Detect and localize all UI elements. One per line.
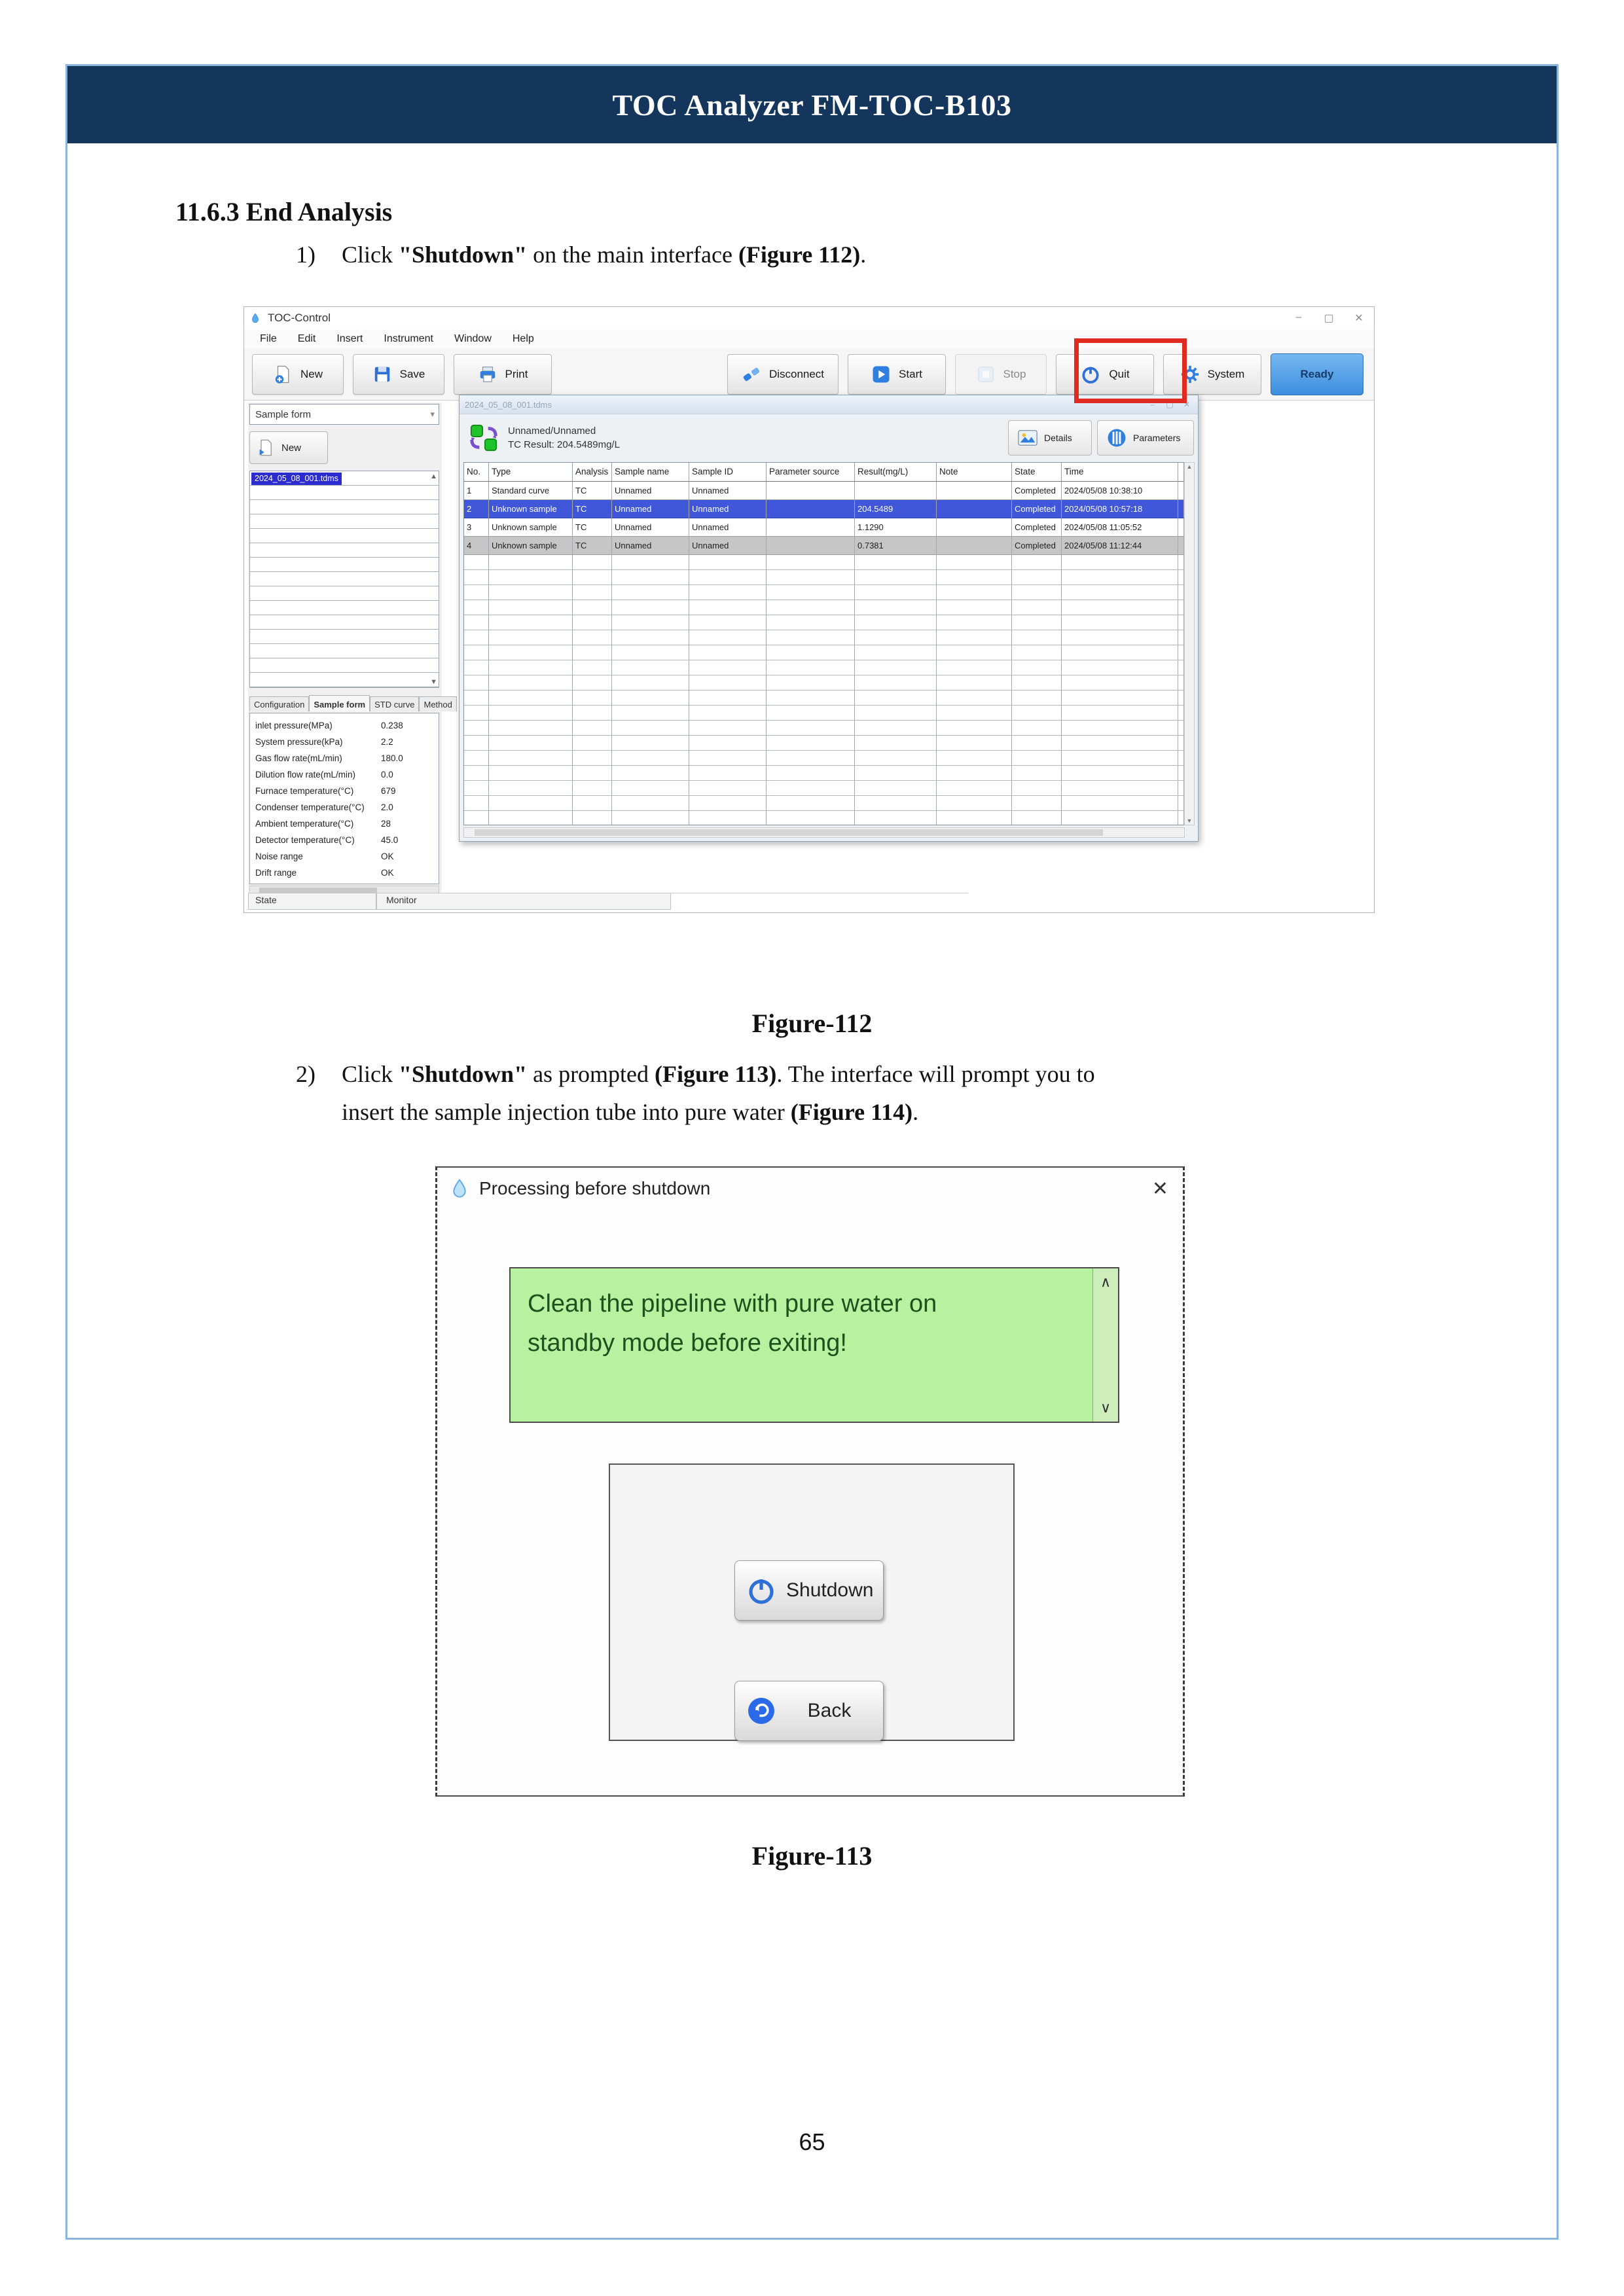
selected-file-item[interactable]: 2024_05_08_001.tdms	[251, 473, 342, 485]
print-button[interactable]: Print	[454, 354, 552, 395]
status-tabs	[248, 893, 968, 910]
message-scrollbar[interactable]	[1092, 1268, 1118, 1422]
table-cell	[937, 537, 1012, 555]
table-cell: Unnamed	[612, 500, 689, 518]
table-row-empty	[464, 766, 1184, 781]
table-cell	[937, 482, 1012, 500]
table-cell: 2024/05/08 10:38:10	[1062, 482, 1178, 500]
system-button[interactable]: System	[1163, 354, 1261, 395]
table-cell-filler	[1178, 500, 1184, 518]
quit-highlight-red-box	[1074, 338, 1187, 403]
param-label: Drift range	[255, 868, 297, 878]
param-row	[250, 865, 439, 881]
param-value: 2.2	[381, 737, 393, 747]
table-cell: 2	[464, 500, 489, 518]
table-cell: Unnamed	[689, 537, 767, 555]
table-cell: Unknown sample	[489, 518, 573, 537]
table-cell: Unnamed	[689, 482, 767, 500]
table-cell: Completed	[1012, 518, 1062, 537]
table-vertical-scrollbar[interactable]	[1184, 462, 1195, 825]
save-button[interactable]: Save	[353, 354, 444, 395]
param-row	[250, 750, 439, 766]
param-label: System pressure(kPa)	[255, 737, 343, 747]
param-label: Condenser temperature(°C)	[255, 802, 365, 812]
table-cell: 2024/05/08 11:05:52	[1062, 518, 1178, 537]
param-row	[250, 734, 439, 750]
tab-monitor[interactable]: Monitor	[376, 893, 671, 910]
table-cell-filler	[1178, 482, 1184, 500]
scroll-down-icon[interactable]: ∨	[1100, 1399, 1111, 1416]
param-label: Furnace temperature(°C)	[255, 786, 354, 796]
doc-maximize-icon[interactable]: ▢	[1166, 400, 1174, 409]
col-state[interactable]: State	[1012, 463, 1062, 482]
sidebar	[248, 403, 452, 897]
sample-label: Unnamed/Unnamed	[508, 425, 596, 437]
table-cell: 2024/05/08 10:57:18	[1062, 500, 1178, 518]
document-header	[460, 414, 1198, 462]
table-cell: Completed	[1012, 482, 1062, 500]
sidebar-new-button[interactable]: New	[249, 431, 328, 464]
col-sample-id[interactable]: Sample ID	[689, 463, 767, 482]
param-row	[250, 832, 439, 848]
app-titlebar	[244, 307, 1374, 330]
menu-edit[interactable]: Edit	[297, 333, 316, 344]
table-row[interactable]	[464, 482, 1184, 500]
table-cell: 204.5489	[855, 500, 937, 518]
param-label: Ambient temperature(°C)	[255, 819, 354, 829]
table-row[interactable]	[464, 500, 1184, 518]
table-row-empty	[464, 660, 1184, 675]
tab-sample-form[interactable]: Sample form	[309, 695, 370, 711]
param-label: Gas flow rate(mL/min)	[255, 753, 342, 763]
section-heading: 11.6.3 End Analysis	[175, 197, 393, 226]
col-result-mg-l[interactable]: Result(mg/L)	[855, 463, 937, 482]
close-icon[interactable]: ✕	[1151, 1177, 1168, 1200]
table-row-empty	[464, 675, 1184, 691]
disconnect-plug-icon	[742, 365, 761, 384]
minimize-icon[interactable]: –	[1295, 312, 1302, 323]
doc-minimize-icon[interactable]: –	[1150, 400, 1155, 409]
param-value: 0.0	[381, 770, 393, 780]
parameters-button[interactable]: Parameters	[1097, 420, 1194, 456]
doc-close-icon[interactable]: ✕	[1183, 400, 1191, 409]
table-row-empty	[464, 811, 1184, 825]
param-row	[250, 799, 439, 816]
page-header	[67, 66, 1557, 143]
new-document-icon	[273, 365, 293, 384]
table-cell: 4	[464, 537, 489, 555]
sample-form-selector[interactable]: Sample form ▾	[249, 404, 439, 425]
stop-button: Stop	[955, 354, 1047, 395]
dialog-title: Processing before shutdown	[479, 1178, 711, 1198]
param-row	[250, 717, 439, 734]
result-document-window	[459, 395, 1199, 842]
droplet-icon	[449, 1178, 470, 1199]
tab-method[interactable]: Method	[419, 696, 456, 711]
tab-configuration[interactable]: Configuration	[249, 696, 309, 711]
param-value: OK	[381, 868, 394, 878]
param-row	[250, 848, 439, 865]
table-cell: Unnamed	[612, 482, 689, 500]
table-cell	[767, 518, 855, 537]
table-cell: Unknown sample	[489, 537, 573, 555]
param-value: 0.238	[381, 721, 403, 730]
figure-112-screenshot	[244, 306, 1375, 913]
sample-file-list[interactable]	[249, 471, 439, 688]
figure-113-caption: Figure-113	[751, 1841, 873, 1871]
table-row-empty	[464, 721, 1184, 736]
table-cell: 2024/05/08 11:12:44	[1062, 537, 1178, 555]
scroll-down-icon[interactable]: ▼	[1186, 817, 1193, 824]
table-row-empty	[464, 645, 1184, 660]
new-form-icon	[257, 439, 275, 457]
tab-state[interactable]: State	[248, 893, 376, 910]
param-value: 28	[381, 819, 391, 829]
table-row-empty	[464, 736, 1184, 751]
app-window-title: TOC-Control	[268, 312, 331, 324]
table-row-empty	[464, 585, 1184, 600]
menu-file[interactable]: File	[260, 333, 277, 344]
details-chart-icon	[1017, 427, 1039, 449]
maximize-icon[interactable]: ▢	[1324, 313, 1334, 324]
start-button[interactable]: Start	[848, 354, 946, 395]
scroll-up-icon[interactable]: ▲	[430, 473, 437, 480]
col-no[interactable]: No.	[464, 463, 489, 482]
table-row-empty	[464, 555, 1184, 570]
scrollbar-thumb[interactable]	[475, 829, 1103, 836]
menu-instrument[interactable]: Instrument	[384, 333, 433, 344]
shutdown-message: Clean the pipeline with pure water on standby mode before exiting!	[528, 1290, 937, 1357]
col-parameter-source[interactable]: Parameter source	[767, 463, 855, 482]
quit-button[interactable]: Quit	[1056, 354, 1154, 395]
table-row-empty	[464, 781, 1184, 796]
param-row	[250, 783, 439, 799]
start-play-icon	[871, 365, 891, 384]
table-cell: TC	[573, 482, 612, 500]
col-type[interactable]: Type	[489, 463, 573, 482]
save-floppy-icon	[372, 365, 392, 384]
chevron-down-icon: ▾	[430, 409, 435, 419]
table-cell-filler	[1178, 518, 1184, 537]
figure-113-dialog	[435, 1166, 1185, 1797]
table-cell: TC	[573, 537, 612, 555]
table-row-empty	[464, 691, 1184, 706]
table-cell: TC	[573, 518, 612, 537]
table-cell: 3	[464, 518, 489, 537]
app-droplet-icon	[249, 312, 261, 324]
table-cell	[767, 537, 855, 555]
table-row-empty	[464, 570, 1184, 585]
param-row	[250, 766, 439, 783]
table-row-empty	[464, 615, 1184, 630]
table-cell: Unnamed	[612, 518, 689, 537]
table-cell: TC	[573, 500, 612, 518]
table-cell: Unnamed	[612, 537, 689, 555]
dialog-button-panel	[609, 1463, 1015, 1741]
page-number: 65	[799, 2128, 825, 2155]
scroll-up-icon[interactable]: ▲	[1186, 463, 1193, 470]
printer-icon	[478, 365, 497, 384]
scroll-up-icon[interactable]: ∧	[1100, 1274, 1111, 1290]
power-icon	[746, 1575, 777, 1606]
results-table	[463, 462, 1185, 825]
table-row-empty	[464, 600, 1184, 615]
status-ready-button[interactable]: Ready	[1271, 353, 1363, 395]
col-sample-name[interactable]: Sample name	[612, 463, 689, 482]
param-label: inlet pressure(MPa)	[255, 721, 333, 730]
param-value: 45.0	[381, 835, 399, 845]
col-filler	[1178, 463, 1184, 482]
app-toolbar	[244, 349, 1374, 401]
figure-112-caption: Figure-112	[751, 1009, 873, 1038]
scroll-down-icon[interactable]: ▼	[430, 678, 437, 686]
table-cell: 1	[464, 482, 489, 500]
menu-window[interactable]: Window	[454, 333, 492, 344]
step-2: 2) Click "Shutdown" as prompted (Figure 113). The interface will prompt you to insert the sample injection tube into pure water (Figure 114).	[296, 1055, 1095, 1131]
back-button[interactable]: Back	[734, 1681, 884, 1741]
table-cell	[855, 482, 937, 500]
stop-square-icon	[976, 365, 996, 384]
step-1-number: 1)	[296, 242, 316, 268]
disconnect-button[interactable]: Disconnect	[727, 354, 839, 395]
table-cell: 0.7381	[855, 537, 937, 555]
step-2-number: 2)	[296, 1061, 316, 1087]
table-row-empty	[464, 630, 1184, 645]
table-cell: Unnamed	[689, 518, 767, 537]
instrument-parameters-panel	[249, 713, 439, 884]
table-cell	[767, 482, 855, 500]
param-row	[250, 816, 439, 832]
param-label: Noise range	[255, 852, 303, 861]
param-value: 679	[381, 786, 396, 796]
page-title: TOC Analyzer FM-TOC-B103	[612, 88, 1012, 122]
sync-samples-icon	[469, 423, 499, 453]
table-cell: Unknown sample	[489, 500, 573, 518]
param-value: 180.0	[381, 753, 403, 763]
details-button[interactable]: Details	[1008, 420, 1092, 456]
table-cell	[767, 500, 855, 518]
table-cell: Completed	[1012, 500, 1062, 518]
parameters-pie-icon	[1106, 427, 1128, 449]
sidebar-tabs	[249, 692, 452, 711]
shutdown-message-box	[509, 1267, 1119, 1423]
tab-std-curve[interactable]: STD curve	[370, 696, 419, 711]
menu-insert[interactable]: Insert	[336, 333, 363, 344]
table-cell: 1.1290	[855, 518, 937, 537]
result-label: TC Result: 204.5489mg/L	[508, 439, 620, 450]
app-menubar	[244, 329, 1374, 350]
step-1: 1) Click "Shutdown" on the main interface (Figure 112).	[296, 236, 866, 274]
table-cell-filler	[1178, 537, 1184, 555]
new-button[interactable]: New	[252, 354, 344, 395]
table-cell: Standard curve	[489, 482, 573, 500]
close-icon[interactable]: ✕	[1354, 313, 1363, 324]
menu-help[interactable]: Help	[512, 333, 534, 344]
param-value: 2.0	[381, 802, 393, 812]
dialog-titlebar	[437, 1168, 1183, 1210]
table-cell: Unnamed	[689, 500, 767, 518]
shutdown-button[interactable]: Shutdown	[734, 1560, 884, 1621]
col-time[interactable]: Time	[1062, 463, 1178, 482]
table-row-empty	[464, 796, 1184, 811]
table-header-row	[464, 463, 1184, 482]
document-title: 2024_05_08_001.tdms	[465, 399, 552, 410]
param-value: OK	[381, 852, 394, 861]
back-undo-icon	[746, 1695, 777, 1727]
col-note[interactable]: Note	[937, 463, 1012, 482]
table-row[interactable]	[464, 537, 1184, 555]
param-label: Dilution flow rate(mL/min)	[255, 770, 356, 780]
col-analysis[interactable]: Analysis	[573, 463, 612, 482]
table-horizontal-scrollbar[interactable]	[463, 827, 1185, 838]
table-cell	[937, 518, 1012, 537]
table-cell	[937, 500, 1012, 518]
table-row[interactable]	[464, 518, 1184, 537]
param-label: Detector temperature(°C)	[255, 835, 355, 845]
table-cell: Completed	[1012, 537, 1062, 555]
table-row-empty	[464, 706, 1184, 721]
table-row-empty	[464, 751, 1184, 766]
